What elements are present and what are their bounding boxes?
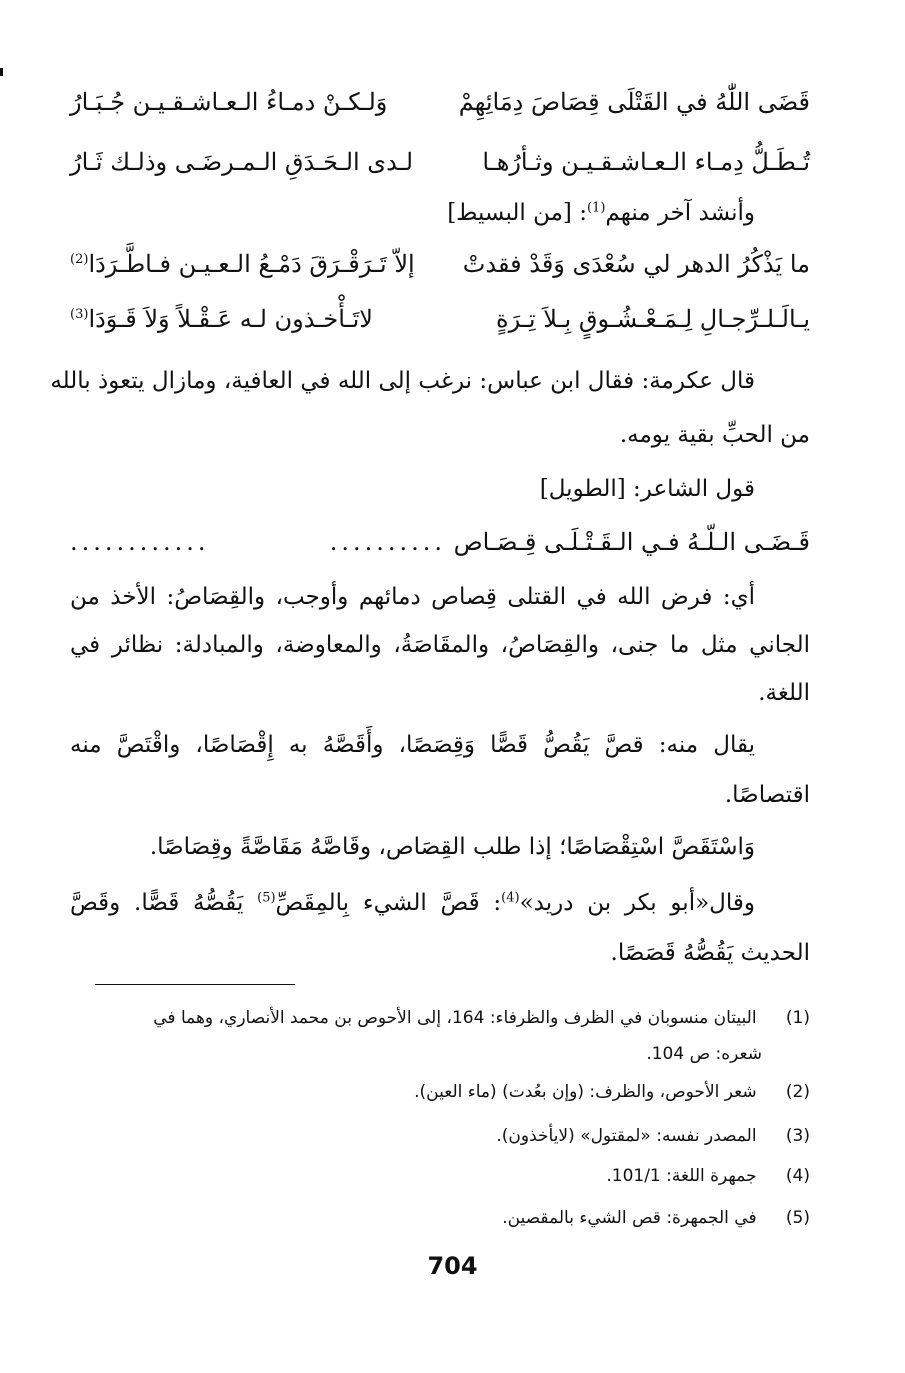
footnote: [75, 1126, 810, 1146]
verse-hemistich-first: تُـطَـلُّ دِمـاء الـعـاشـقـيـن وثـأرُهـا: [482, 148, 810, 176]
paragraph-line: أي: فرض الله في القتلى قِصاص دمائهم وأوجب، والقِصَاصُ: الأخذ من: [70, 584, 755, 610]
verse-hemistich-second: لـدى الـحَـدَقِ الـمـرضَـى وذلـك ثَـارُ: [70, 148, 414, 176]
footnote-text: جمهرة اللغة: 101/1.: [606, 1166, 757, 1186]
paragraph-line: اللغة.: [758, 680, 810, 706]
meter-label: : [من البسيط]: [447, 200, 587, 226]
footnote-text: البيتان منسوبان في الظرف والظرفاء: 164، إلى الأحوص بن محمد الأنصاري، وهما في: [153, 1008, 757, 1028]
hemistich-text: لاتَـأْخـذون لـه عَـقْـلاً وَلاَ قَـوَدَا: [88, 305, 373, 333]
footnote-number: (5): [785, 1208, 810, 1228]
paragraph-line: يقال منه: قصَّ يَقُصُّ قَصًّا وَقِصَصًا، وأَقَصَّهُ به إِقْصَاصًا، واقْتَصَّ منه: [70, 732, 755, 758]
footnote: [75, 1082, 810, 1102]
poet-intro: قول الشاعر: [الطويل]: [539, 476, 755, 502]
footnote-text: شعر الأحوص، والظرف: (وإن بعُدت) (ماء العين).: [414, 1082, 757, 1102]
quoted-text: قَـضَـى الـلّـهُ فـي الـقَـتْـلَـى قِـصَـاص: [453, 528, 810, 556]
page-number: 704: [427, 1252, 478, 1280]
footnote-ref: (5): [257, 890, 276, 906]
footnote-number: (1): [785, 1008, 810, 1028]
paragraph-line: اقتصاصًا.: [724, 782, 810, 808]
verse-hemistich-first: يـالَـلـرِّجـالِ لِـمَـعْـشُـوقٍ بِـلاَ تِـرَةٍ: [496, 305, 810, 333]
quoted-verse: [70, 528, 810, 576]
verse-hemistich-first: ما يَذْكُرُ الدهر لي سُعْدَى وَقَدْ فقدتْ: [462, 250, 810, 278]
paragraph-line: الجاني مثل ما جنى، والقِصَاصُ، والمقَاصَةُ، والمعاوضة، والمبادلة: نظائر في: [70, 632, 810, 658]
footnote-continuation: [75, 1044, 810, 1064]
verse-hemistich-second: [70, 250, 415, 278]
footnote-text: في الجمهرة: قص الشيء بالمقصين.: [502, 1208, 757, 1228]
text-segment: يَقُصُّهُ قَصًّا. وقَصَّ: [70, 890, 258, 916]
paragraph-line: وَاسْتَقَصَّ اسْتِقْصَاصًا؛ إذا طلب القِصَاص، وقَاصَّهُ مَقَاصَّةً وقِصَاصًا.: [149, 834, 755, 860]
intro-text: وأنشد آخر منهم: [605, 200, 755, 226]
verse-hemistich-second: وَلـكـنْ دمـاءُ الـعـاشـقـيـن جُـبَـارُ: [70, 88, 388, 116]
footnote: [75, 1208, 810, 1228]
verse-line: [70, 305, 810, 353]
verse-line: [70, 250, 810, 298]
footnote-text: شعره: ص 104.: [646, 1044, 762, 1064]
footnote-text: المصدر نفسه: «لمقتول» (لايأخذون).: [496, 1126, 757, 1146]
footnote-number: (2): [785, 1082, 810, 1102]
verse-intro: [70, 200, 810, 226]
footnote-ref: (4): [501, 890, 520, 906]
paragraph-line: الحديث يَقُصُّهُ قَصَصًا.: [610, 940, 810, 966]
paragraph-line: قال عكرمة: فقال ابن عباس: نرغب إلى الله في العافية، ومازال يتعوذ بالله: [50, 368, 755, 394]
quoted-hemistich: [330, 528, 810, 556]
footnote-number: (4): [785, 1166, 810, 1186]
verse-line: [70, 148, 810, 196]
ellipsis-dots: ..........: [329, 528, 447, 556]
margin-mark: [0, 68, 3, 76]
footnote: [75, 1008, 810, 1028]
paragraph-line: من الحبِّ بقية يومه.: [619, 422, 810, 448]
text-segment: وقال«أبو بكر بن دريد»: [519, 890, 755, 916]
footnote-ref: (2): [70, 252, 89, 267]
ellipsis-dots: ............: [70, 528, 210, 556]
paragraph-line: [70, 890, 810, 916]
footnote-ref: (3): [70, 307, 89, 322]
footnote-number: (3): [785, 1126, 810, 1146]
text-segment: : قَصَّ الشيء بِالمِقَصِّ: [275, 890, 502, 916]
hemistich-text: إلاّ تَـرَقْـرَقَ دَمْـعُ الـعـيـن فـاطَّـرَدَا: [88, 250, 415, 278]
verse-hemistich-first: قَضَى اللّٰهُ في القَتْلَى قِصَاصَ دِمَائِهِمْ: [458, 88, 810, 116]
footnote-separator: [95, 984, 295, 985]
verse-line: [70, 88, 810, 136]
verse-hemistich-second: [70, 305, 373, 333]
footnote-ref: (1): [586, 200, 606, 216]
footnote: [75, 1166, 810, 1186]
